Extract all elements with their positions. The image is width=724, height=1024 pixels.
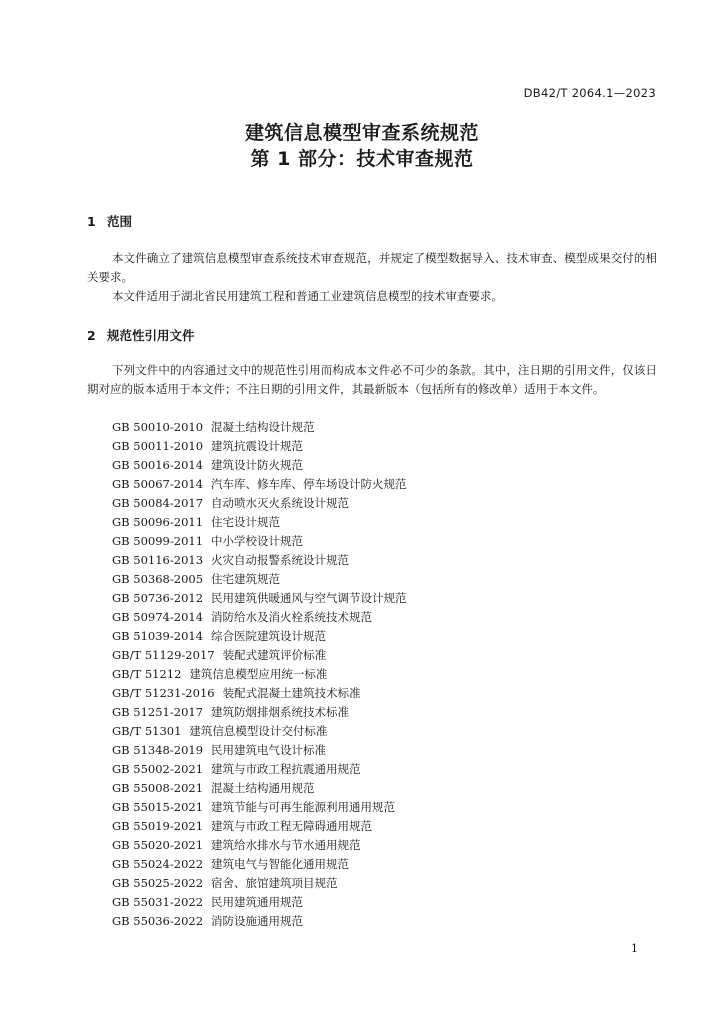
reference-item (112, 912, 407, 931)
reference-code: GB 55031-2022 (112, 895, 204, 909)
reference-code: GB/T 51212 (112, 667, 182, 681)
reference-item (112, 513, 407, 532)
reference-code: GB 55008-2021 (112, 781, 204, 795)
section-1-paragraph-2: 本文件适用于湖北省民用建筑工程和普通工业建筑信息模型的技术审查要求。 (112, 289, 503, 303)
reference-item (112, 570, 407, 589)
section-2-title: 规范性引用文件 (107, 328, 195, 343)
reference-code: GB 51348-2019 (112, 743, 204, 757)
reference-item (112, 456, 407, 475)
section-2-number: 2 (87, 328, 96, 343)
reference-code: GB 51251-2017 (112, 705, 204, 719)
reference-code: GB 50116-2013 (112, 553, 204, 567)
reference-item (112, 855, 407, 874)
reference-title: 建筑信息模型设计交付标准 (189, 724, 328, 738)
reference-item (112, 874, 407, 893)
reference-code: GB 50096-2011 (112, 515, 204, 529)
reference-title: 建筑给水排水与节水通用规范 (211, 838, 361, 852)
reference-item (112, 627, 407, 646)
reference-title: 建筑与市政工程抗震通用规范 (211, 762, 361, 776)
reference-code: GB/T 51231-2016 (112, 686, 215, 700)
reference-item (112, 722, 407, 741)
reference-item (112, 551, 407, 570)
reference-title: 自动喷水灭火系统设计规范 (211, 496, 350, 510)
standard-code: DB42/T 2064.1—2023 (523, 86, 656, 100)
reference-item (112, 475, 407, 494)
reference-code: GB 50368-2005 (112, 572, 204, 586)
reference-item (112, 684, 407, 703)
reference-title: 装配式混凝土建筑技术标准 (222, 686, 361, 700)
reference-title: 宿舍、旅馆建筑项目规范 (211, 876, 338, 890)
reference-title: 建筑信息模型应用统一标准 (189, 667, 328, 681)
reference-code: GB 50067-2014 (112, 477, 204, 491)
reference-item (112, 817, 407, 836)
reference-title: 汽车库、修车库、停车场设计防火规范 (211, 477, 407, 491)
section-1-number: 1 (87, 214, 96, 229)
reference-code: GB 50099-2011 (112, 534, 204, 548)
reference-title: 建筑节能与可再生能源利用通用规范 (211, 800, 396, 814)
section-1-paragraph-1: 本文件确立了建筑信息模型审查系统技术审查规范，并规定了模型数据导入、技术审查、模型成果交付的相关要求。 (87, 251, 657, 284)
reference-item (112, 779, 407, 798)
reference-code: GB 50016-2014 (112, 458, 204, 472)
page-number: 1 (631, 942, 638, 955)
reference-title: 建筑抗震设计规范 (211, 439, 304, 453)
section-1-title: 范围 (107, 214, 133, 229)
reference-code: GB 55020-2021 (112, 838, 204, 852)
reference-list (112, 418, 407, 931)
reference-title: 混凝土结构设计规范 (211, 420, 315, 434)
reference-title: 住宅设计规范 (211, 515, 281, 529)
reference-title: 建筑电气与智能化通用规范 (211, 857, 350, 871)
reference-title: 消防设施通用规范 (211, 914, 304, 928)
reference-code: GB 50084-2017 (112, 496, 204, 510)
reference-title: 建筑与市政工程无障碍通用规范 (211, 819, 373, 833)
reference-title: 民用建筑电气设计标准 (211, 743, 327, 757)
reference-code: GB 55025-2022 (112, 876, 204, 890)
reference-code: GB 50010-2010 (112, 420, 204, 434)
reference-item (112, 589, 407, 608)
reference-item (112, 494, 407, 513)
reference-item (112, 798, 407, 817)
reference-code: GB 55024-2022 (112, 857, 204, 871)
reference-item (112, 418, 407, 437)
reference-item (112, 836, 407, 855)
reference-code: GB 55002-2021 (112, 762, 204, 776)
reference-item (112, 703, 407, 722)
reference-item (112, 437, 407, 456)
title-subtitle: 第 1 部分：技术审查规范 (250, 148, 474, 170)
reference-title: 消防给水及消火栓系统技术规范 (211, 610, 373, 624)
reference-code: GB 50736-2012 (112, 591, 204, 605)
reference-item (112, 532, 407, 551)
reference-code: GB/T 51129-2017 (112, 648, 215, 662)
title-main: 建筑信息模型审查系统规范 (244, 122, 479, 144)
reference-item (112, 646, 407, 665)
reference-code: GB 51039-2014 (112, 629, 204, 643)
reference-title: 综合医院建筑设计规范 (211, 629, 327, 643)
reference-item (112, 893, 407, 912)
reference-code: GB 55015-2021 (112, 800, 204, 814)
reference-title: 民用建筑通用规范 (211, 895, 304, 909)
reference-code: GB/T 51301 (112, 724, 182, 738)
reference-code: GB 50974-2014 (112, 610, 204, 624)
reference-item (112, 741, 407, 760)
reference-title: 民用建筑供暖通风与空气调节设计规范 (211, 591, 407, 605)
reference-title: 装配式建筑评价标准 (222, 648, 327, 662)
reference-title: 住宅建筑规范 (211, 572, 281, 586)
section-2-intro: 下列文件中的内容通过文中的规范性引用而构成本文件必不可少的条款。其中，注日期的引用文件，仅该日期对应的版本适用于本文件；不注日期的引用文件，其最新版本（包括所有的修改单）适用于本文件。 (87, 363, 657, 396)
reference-title: 建筑设计防火规范 (211, 458, 304, 472)
reference-title: 中小学校设计规范 (211, 534, 304, 548)
reference-title: 混凝土结构通用规范 (211, 781, 315, 795)
reference-item (112, 608, 407, 627)
reference-code: GB 55036-2022 (112, 914, 204, 928)
reference-item (112, 760, 407, 779)
reference-code: GB 55019-2021 (112, 819, 204, 833)
document-title (0, 120, 724, 172)
section-1-heading (87, 212, 132, 230)
reference-item (112, 665, 407, 684)
section-2-heading (87, 326, 195, 344)
reference-title: 建筑防烟排烟系统技术标准 (211, 705, 350, 719)
reference-title: 火灾自动报警系统设计规范 (211, 553, 350, 567)
reference-code: GB 50011-2010 (112, 439, 204, 453)
